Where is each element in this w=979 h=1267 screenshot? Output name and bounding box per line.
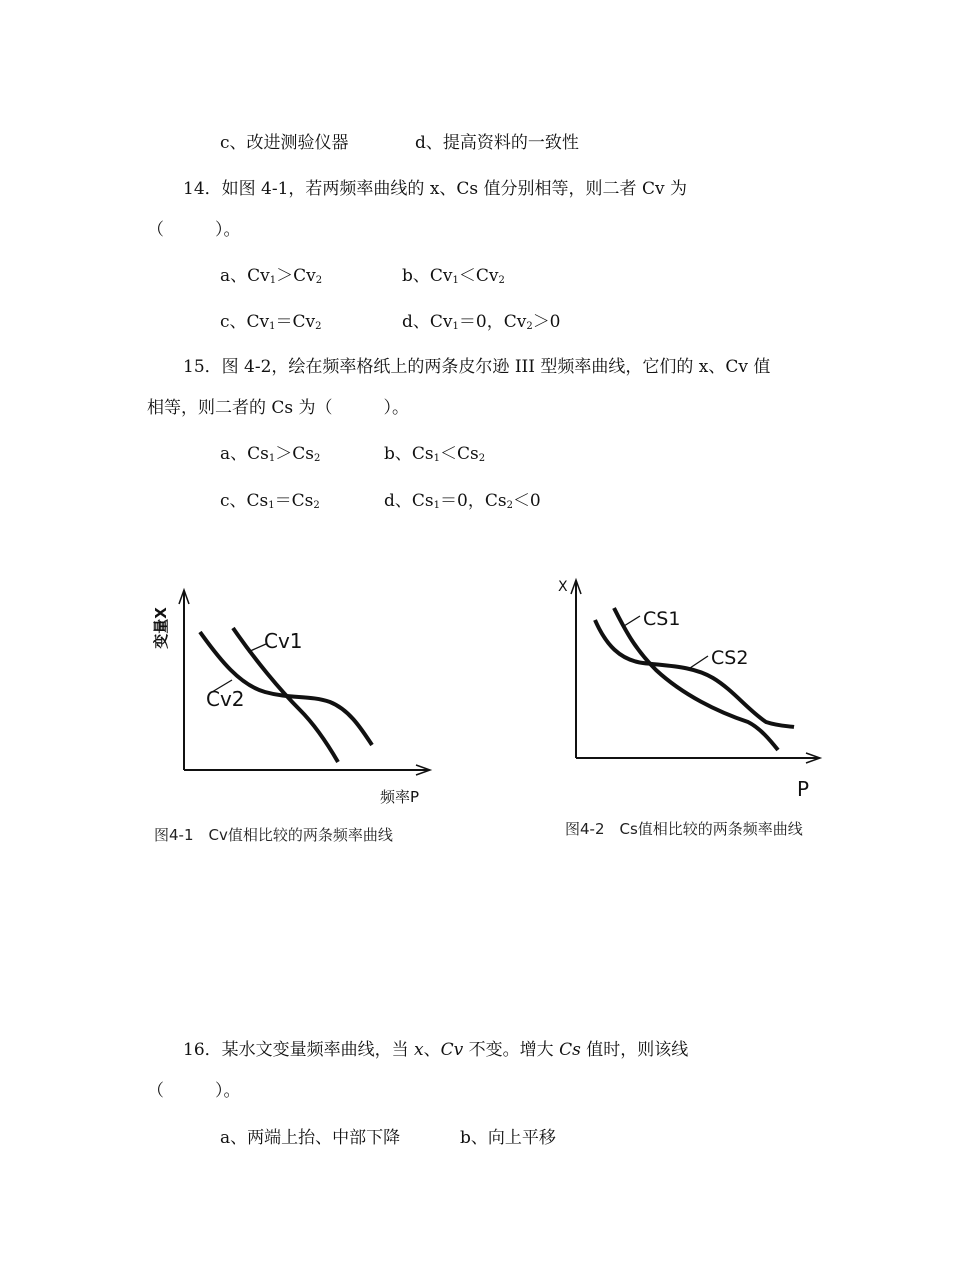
q16-stem: 16．某水文变量频率曲线，当 x、Cv 不变。增大 Cs 值时，则该线 — [183, 1040, 689, 1060]
q16-option-b: b、向上平移 — [460, 1128, 556, 1148]
fig42-curve-cs1 — [614, 608, 778, 750]
fig42-leader-cs2 — [690, 656, 708, 668]
q14-option-d: d、$Cv_1=0$，$Cv_2>0$ — [402, 312, 561, 332]
q14-option-b: b、$Cv_1<Cv_2$ — [402, 266, 505, 286]
fig42-leader-cs1 — [624, 616, 640, 626]
fig41-xlabel: 频率P — [380, 788, 420, 806]
fig42-label-cs1: CS1 — [643, 608, 681, 630]
fig42-ylabel: X — [558, 579, 568, 595]
fig42-curve-cs2 — [595, 620, 794, 727]
q15-option-c: c、$Cs_1=Cs_2$ — [220, 491, 320, 511]
fig42-xlabel: P — [797, 777, 810, 801]
fig41-ylabel: 变量X — [152, 607, 170, 649]
q14-option-a: a、$Cv_1>Cv_2$ — [220, 266, 323, 286]
q15-option-d: d、$Cs_1=0$，$Cs_2<0$ — [384, 491, 541, 511]
q14-option-c: c、$Cv_1=Cv_2$ — [220, 312, 322, 332]
q15-option-a: a、$Cs_1>Cs_2$ — [220, 444, 321, 464]
q13-option-d: d、提高资料的一致性 — [415, 133, 579, 153]
q15-option-b: b、$Cs_1<Cs_2$ — [384, 444, 486, 464]
fig42-caption: 图4-2 Cs值相比较的两条频率曲线 — [565, 820, 803, 838]
q14-stem: 14．如图 4-1，若两频率曲线的 x、Cs 值分别相等，则二者 Cv 为 — [183, 179, 687, 199]
q15-stem-line1: 15．图 4-2，绘在频率格纸上的两条皮尔逊 III 型频率曲线，它们的 x、Cv 值 — [183, 357, 771, 377]
fig42-label-cs2: CS2 — [711, 647, 749, 669]
fig41-label-cv2: Cv2 — [206, 687, 245, 711]
q16-blank: （ ）。 — [147, 1081, 241, 1101]
q14-blank: （ ）。 — [147, 220, 241, 240]
figure-4-1 — [140, 580, 450, 810]
q13-option-c: c、改进测验仪器 — [220, 133, 349, 153]
q15-stem-line2: 相等，则二者的 Cs 为（ ）。 — [147, 398, 410, 418]
fig41-caption: 图4-1 Cv值相比较的两条频率曲线 — [154, 826, 393, 844]
figure-4-2 — [548, 570, 848, 810]
q16-option-a: a、两端上抬、中部下降 — [220, 1128, 401, 1148]
fig41-label-cv1: Cv1 — [264, 629, 303, 653]
